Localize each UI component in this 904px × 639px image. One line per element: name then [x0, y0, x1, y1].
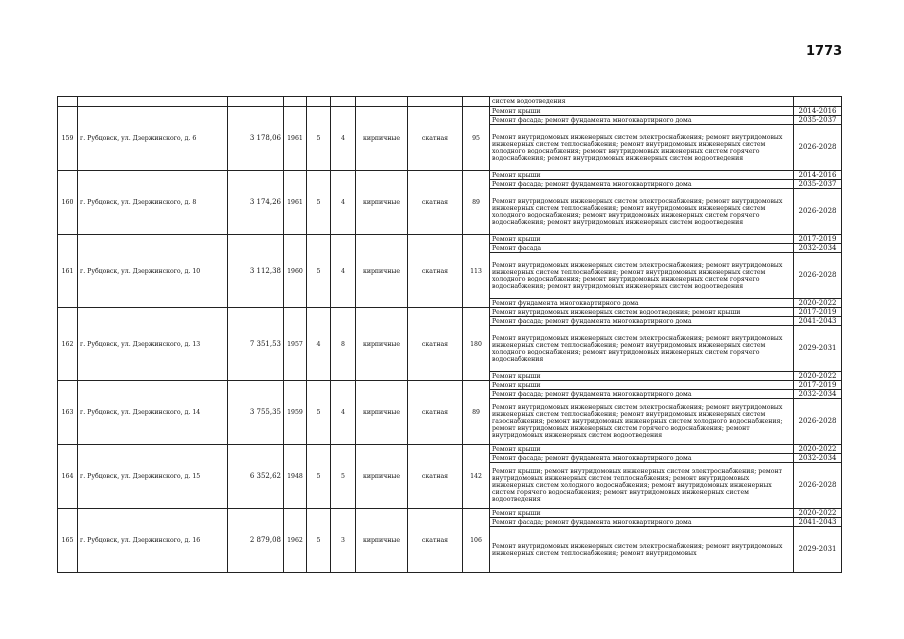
- period-cell: 2041-2043: [794, 518, 842, 527]
- floors-cell: 5: [307, 107, 331, 171]
- work-cell: Ремонт крыши: [490, 171, 794, 180]
- cell-empty: [228, 97, 284, 107]
- floors-cell: 5: [307, 509, 331, 573]
- floors-cell: 5: [307, 171, 331, 235]
- year-cell: 1962: [284, 509, 307, 573]
- period-cell: 2032-2034: [794, 244, 842, 253]
- entrances-cell: 4: [331, 107, 356, 171]
- work-cell: Ремонт внутридомовых инженерных систем электроснабжения; ремонт внутридомовых инженерных систем теплоснабжения; ремонт внутридомовых инженерных систем газоснабжения; ремонт внутридомовых инженерных систем холодного водоснабжения; ремонт внутридомовых инженерных систем горячего водоснабжения; ремонт внутридомовых инженерных систем водоотведения: [490, 399, 794, 445]
- period-cell: 2017-2019: [794, 381, 842, 390]
- area-cell: 3 755,35: [228, 381, 284, 445]
- roof-cell: скатная: [408, 107, 463, 171]
- walls-cell: кирпичные: [356, 171, 408, 235]
- work-cell: Ремонт крыши: [490, 235, 794, 244]
- walls-cell: кирпичные: [356, 445, 408, 509]
- address-cell: г. Рубцовск, ул. Дзержинского, д. 8: [78, 171, 228, 235]
- period-cell: 2020-2022: [794, 372, 842, 381]
- house-number-cell: 162: [58, 308, 78, 381]
- house-number-cell: 161: [58, 235, 78, 308]
- period-cell: 2020-2022: [794, 445, 842, 454]
- period-cell: 2026-2028: [794, 399, 842, 445]
- entrances-cell: 4: [331, 381, 356, 445]
- cell-empty: [331, 97, 356, 107]
- residents-cell: 106: [463, 509, 490, 573]
- walls-cell: кирпичные: [356, 381, 408, 445]
- floors-cell: 5: [307, 381, 331, 445]
- period-cell: 2014-2016: [794, 107, 842, 116]
- period-cell: 2020-2022: [794, 299, 842, 308]
- floors-cell: 5: [307, 445, 331, 509]
- work-cell: Ремонт крыши: [490, 372, 794, 381]
- cell-empty: [58, 97, 78, 107]
- address-cell: г. Рубцовск, ул. Дзержинского, д. 14: [78, 381, 228, 445]
- residents-cell: 89: [463, 381, 490, 445]
- period-cell: 2032-2034: [794, 390, 842, 399]
- cell-empty: [78, 97, 228, 107]
- area-cell: 6 352,62: [228, 445, 284, 509]
- floors-cell: 4: [307, 308, 331, 381]
- roof-cell: скатная: [408, 445, 463, 509]
- year-cell: 1948: [284, 445, 307, 509]
- page-number: 1773: [806, 44, 843, 59]
- work-cell: Ремонт внутридомовых инженерных систем водоотведения; ремонт крыши: [490, 308, 794, 317]
- area-cell: 7 351,53: [228, 308, 284, 381]
- work-cell: Ремонт фасада; ремонт фундамента многоквартирного дома: [490, 454, 794, 463]
- work-cell: Ремонт фундамента многоквартирного дома: [490, 299, 794, 308]
- area-cell: 3 174,26: [228, 171, 284, 235]
- table-row: [58, 509, 842, 518]
- period-cell: 2026-2028: [794, 125, 842, 171]
- table-body: [58, 97, 842, 573]
- house-number-cell: 159: [58, 107, 78, 171]
- roof-cell: скатная: [408, 171, 463, 235]
- house-number-cell: 163: [58, 381, 78, 445]
- cell-empty: [307, 97, 331, 107]
- period-cell: 2029-2031: [794, 527, 842, 573]
- walls-cell: кирпичные: [356, 509, 408, 573]
- residents-cell: 180: [463, 308, 490, 381]
- work-cell: Ремонт фасада: [490, 244, 794, 253]
- work-cell: Ремонт внутридомовых инженерных систем электроснабжения; ремонт внутридомовых инженерных систем теплоснабжения; ремонт внутридомовых: [490, 527, 794, 573]
- table-row: [58, 308, 842, 317]
- residents-cell: 142: [463, 445, 490, 509]
- work-cell: Ремонт фасада; ремонт фундамента многоквартирного дома: [490, 518, 794, 527]
- work-cell: Ремонт внутридомовых инженерных систем электроснабжения; ремонт внутридомовых инженерных систем теплоснабжения; ремонт внутридомовых инженерных систем холодного водоснабжения; ремонт внутридомовых инженерных систем горячего водоснабжения; ремонт внутридомовых инженерных систем водоотведения: [490, 125, 794, 171]
- roof-cell: скатная: [408, 235, 463, 308]
- work-cell: Ремонт крыши: [490, 107, 794, 116]
- work-cell: Ремонт крыши; ремонт внутридомовых инженерных систем электроснабжения; ремонт внутридомовых инженерных систем теплоснабжения; ремонт внутридомовых инженерных систем холодного водоснабжения; ремонт внутридомовых инженерных систем горячего водоснабжения; ремонт внутридомовых инженерных систем водоотведения: [490, 463, 794, 509]
- house-number-cell: 165: [58, 509, 78, 573]
- period-cell: 2020-2022: [794, 509, 842, 518]
- residents-cell: 89: [463, 171, 490, 235]
- table-row: [58, 445, 842, 454]
- cell-empty: [794, 97, 842, 107]
- walls-cell: кирпичные: [356, 107, 408, 171]
- address-cell: г. Рубцовск, ул. Дзержинского, д. 15: [78, 445, 228, 509]
- table-row: [58, 97, 842, 107]
- year-cell: 1960: [284, 235, 307, 308]
- area-cell: 3 178,06: [228, 107, 284, 171]
- table-row: [58, 235, 842, 244]
- period-cell: 2041-2043: [794, 317, 842, 326]
- period-cell: 2017-2019: [794, 235, 842, 244]
- work-cell: Ремонт крыши: [490, 381, 794, 390]
- address-cell: г. Рубцовск, ул. Дзержинского, д. 10: [78, 235, 228, 308]
- address-cell: г. Рубцовск, ул. Дзержинского, д. 6: [78, 107, 228, 171]
- area-cell: 3 112,38: [228, 235, 284, 308]
- floors-cell: 5: [307, 235, 331, 308]
- year-cell: 1961: [284, 107, 307, 171]
- work-cell: Ремонт фасада; ремонт фундамента многоквартирного дома: [490, 180, 794, 189]
- roof-cell: скатная: [408, 381, 463, 445]
- work-cell: Ремонт внутридомовых инженерных систем электроснабжения; ремонт внутридомовых инженерных систем теплоснабжения; ремонт внутридомовых инженерных систем холодного водоснабжения; ремонт внутридомовых инженерных систем горячего водоснабжения; ремонт внутридомовых инженерных систем водоотведения: [490, 189, 794, 235]
- period-cell: 2014-2016: [794, 171, 842, 180]
- repair-schedule-table: [57, 96, 842, 573]
- address-cell: г. Рубцовск, ул. Дзержинского, д. 13: [78, 308, 228, 381]
- work-cell: Ремонт фасада; ремонт фундамента многоквартирного дома: [490, 116, 794, 125]
- walls-cell: кирпичные: [356, 308, 408, 381]
- period-cell: 2035-2037: [794, 180, 842, 189]
- cell-empty: [356, 97, 408, 107]
- work-cell: Ремонт крыши: [490, 509, 794, 518]
- work-cell: Ремонт фасада; ремонт фундамента многоквартирного дома: [490, 390, 794, 399]
- cell-empty: [408, 97, 463, 107]
- residents-cell: 95: [463, 107, 490, 171]
- period-cell: 2026-2028: [794, 189, 842, 235]
- table-row: [58, 107, 842, 116]
- work-cell: Ремонт крыши: [490, 445, 794, 454]
- period-cell: 2032-2034: [794, 454, 842, 463]
- roof-cell: скатная: [408, 308, 463, 381]
- table-row: [58, 381, 842, 390]
- year-cell: 1959: [284, 381, 307, 445]
- period-cell: 2035-2037: [794, 116, 842, 125]
- work-cell: Ремонт внутридомовых инженерных систем электроснабжения; ремонт внутридомовых инженерных систем теплоснабжения; ремонт внутридомовых инженерных систем холодного водоснабжения; ремонт внутридомовых инженерных систем горячего водоснабжения: [490, 326, 794, 372]
- period-cell: 2026-2028: [794, 253, 842, 299]
- house-number-cell: 164: [58, 445, 78, 509]
- walls-cell: кирпичные: [356, 235, 408, 308]
- roof-cell: скатная: [408, 509, 463, 573]
- entrances-cell: 4: [331, 235, 356, 308]
- period-cell: 2017-2019: [794, 308, 842, 317]
- year-cell: 1957: [284, 308, 307, 381]
- cell-empty: [284, 97, 307, 107]
- work-cell: Ремонт фасада; ремонт фундамента многоквартирного дома: [490, 317, 794, 326]
- year-cell: 1961: [284, 171, 307, 235]
- period-cell: 2026-2028: [794, 463, 842, 509]
- table-row: [58, 171, 842, 180]
- residents-cell: 113: [463, 235, 490, 308]
- address-cell: г. Рубцовск, ул. Дзержинского, д. 16: [78, 509, 228, 573]
- entrances-cell: 5: [331, 445, 356, 509]
- entrances-cell: 8: [331, 308, 356, 381]
- cell-empty: [463, 97, 490, 107]
- work-cell: Ремонт внутридомовых инженерных систем электроснабжения; ремонт внутридомовых инженерных систем теплоснабжения; ремонт внутридомовых инженерных систем холодного водоснабжения; ремонт внутридомовых инженерных систем горячего водоснабжения; ремонт внутридомовых инженерных систем водоотведения: [490, 253, 794, 299]
- work-cell: систем водоотведения: [490, 97, 794, 107]
- entrances-cell: 3: [331, 509, 356, 573]
- house-number-cell: 160: [58, 171, 78, 235]
- period-cell: 2029-2031: [794, 326, 842, 372]
- area-cell: 2 879,08: [228, 509, 284, 573]
- entrances-cell: 4: [331, 171, 356, 235]
